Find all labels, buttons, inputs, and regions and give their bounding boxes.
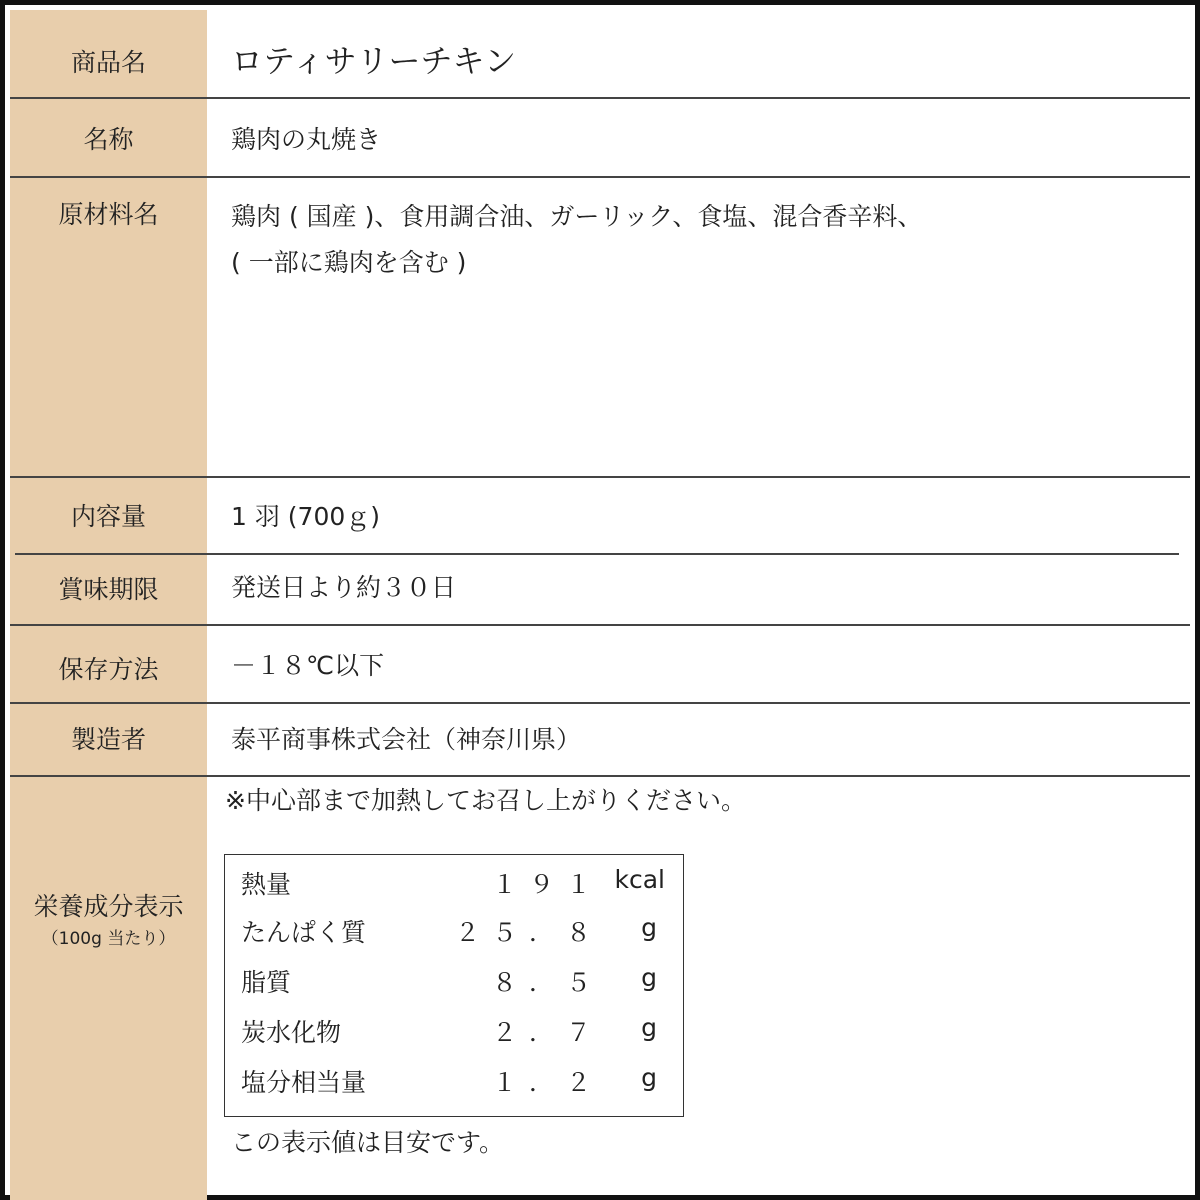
value-storage: －１８℃以下	[231, 651, 385, 680]
nutrient-value: ８．５	[491, 968, 603, 997]
value-product-name: ロティサリーチキン	[231, 42, 517, 80]
divider	[10, 476, 1190, 478]
label-manufacturer: 製造者	[70, 725, 146, 754]
divider	[10, 624, 1190, 626]
label-name: 名称	[83, 125, 134, 154]
divider	[10, 702, 1190, 704]
label-nutrition	[10, 891, 207, 950]
value-ingredients-line2: ( 一部に鶏肉を含む )	[231, 248, 467, 277]
nutrition-note-bottom: この表示値は目安です。	[231, 1128, 505, 1157]
divider	[10, 775, 1190, 777]
nutrient-name: 炭水化物	[241, 1018, 342, 1047]
nutrient-unit: g	[641, 913, 657, 942]
divider	[10, 97, 1190, 99]
nutrient-name: 塩分相当量	[241, 1068, 367, 1097]
divider	[10, 176, 1190, 178]
value-content: 1 羽 (700ｇ)	[231, 502, 381, 531]
nutrient-unit: kcal	[614, 865, 665, 894]
label-nutrition-main: 栄養成分表示	[33, 892, 184, 921]
nutrition-table	[224, 854, 684, 1117]
label-nutrition-sub: （100g 当たり）	[41, 928, 176, 949]
nutrient-value: ２５．８	[454, 918, 603, 947]
divider	[15, 553, 1179, 555]
nutrition-note-top: ※中心部まで加熱してお召し上がりください。	[225, 786, 746, 815]
value-best-before: 発送日より約３０日	[231, 573, 457, 602]
nutrient-unit: g	[641, 1013, 657, 1042]
label-ingredients: 原材料名	[58, 200, 159, 229]
nutrient-value: ２．７	[491, 1018, 603, 1047]
nutrient-value: １９１	[491, 870, 603, 899]
value-manufacturer: 泰平商事株式会社（神奈川県）	[231, 725, 582, 754]
value-ingredients-line1: 鶏肉 ( 国産 )、食用調合油、ガーリック、食塩、混合香辛料、	[231, 202, 923, 231]
nutrient-value: １．２	[491, 1068, 603, 1097]
nutrient-name: 脂質	[241, 968, 292, 997]
nutrient-unit: g	[641, 963, 657, 992]
label-product-name: 商品名	[70, 48, 146, 77]
label-best-before: 賞味期限	[58, 575, 159, 604]
label-storage: 保存方法	[58, 655, 159, 684]
nutrient-unit: g	[641, 1063, 657, 1092]
nutrient-name: たんぱく質	[241, 918, 367, 947]
value-name: 鶏肉の丸焼き	[231, 125, 382, 154]
nutrient-name: 熱量	[241, 870, 292, 899]
label-content: 内容量	[70, 502, 146, 531]
